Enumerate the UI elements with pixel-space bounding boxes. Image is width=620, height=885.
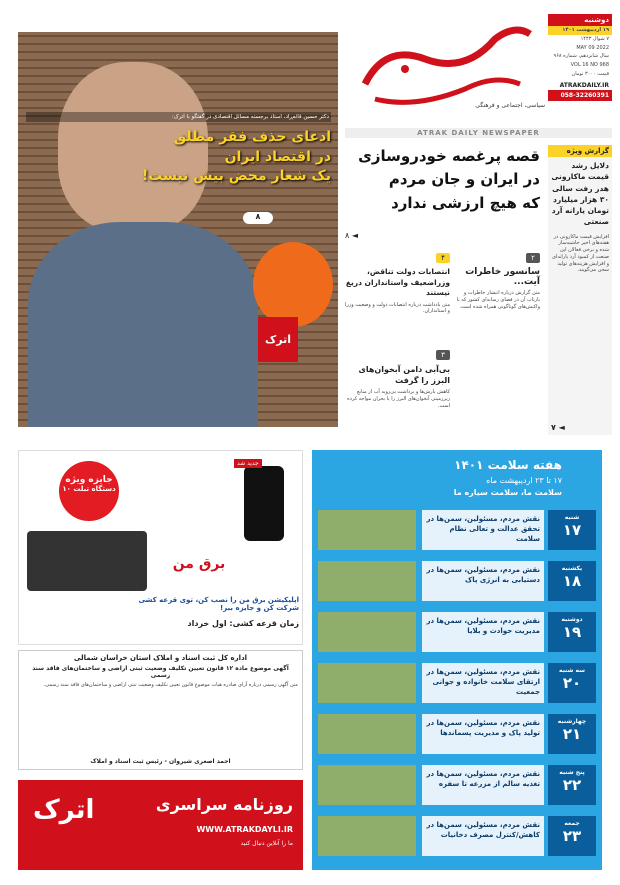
story-number: ۲: [526, 253, 540, 263]
health-day-row: [318, 561, 596, 601]
health-day-image: [318, 612, 416, 652]
notice-body: متن آگهی رسمی درباره آرای صادره هیات موضوع قانون تعیین تکلیف وضعیت ثبتی اراضی و ساختمان‌های فاقد سند رسمی.: [43, 682, 298, 688]
health-day-name: شنبه: [564, 514, 580, 521]
health-day-row: [318, 765, 596, 805]
health-day-row: [318, 816, 596, 856]
atrak-footer-ad[interactable]: [18, 780, 303, 870]
notice-title: اداره کل ثبت اسناد و املاک استان خراسان شمالی: [73, 654, 248, 662]
health-day-number: ۲۳: [562, 827, 582, 845]
health-day-number: ۱۷: [562, 521, 582, 539]
footer-ad-url[interactable]: WWW.ATRAKDAYLI.IR: [196, 825, 293, 834]
masthead-subtitle: سیاسی، اجتماعی و فرهنگی: [475, 102, 545, 109]
notice-subtitle: آگهی موضوع ماده ۱۲ قانون تعیین تکلیف وضعیت ثبتی اراضی و ساختمان‌های فاقد سند رسمی: [32, 665, 289, 679]
story-title: انتصابات دولت تناقض، وزراضعیف واستانداران دریغ نیستند: [345, 267, 450, 297]
story-title: بی‌آبی دامن آبخوان‌های البرز را گرفت: [358, 365, 450, 386]
story-column-2[interactable]: [345, 245, 450, 340]
photo-headline-line: یک شعار محض بیش نیست!: [141, 168, 331, 185]
health-day-badge: [548, 510, 596, 550]
draw-date: زمان قرعه کشی: اول خرداد: [187, 619, 299, 628]
main-story-line: که هیچ ارزشی ندارد: [391, 193, 540, 212]
sidebar-page: ◄ ۷: [551, 423, 565, 432]
health-day-badge: [548, 612, 596, 652]
health-day-badge: [548, 714, 596, 754]
health-day-name: دوشنبه: [561, 616, 583, 623]
health-day-name: جمعه: [564, 820, 580, 827]
health-day-badge: [548, 765, 596, 805]
sidebar-report[interactable]: [548, 145, 612, 435]
prize-badge-prize: ۱۰ دستگاه تبلت: [62, 485, 116, 493]
persian-date: ۱۹ اردیبهشت ۱۴۰۱: [548, 26, 612, 35]
story-title: سانسور خاطرات آیت...: [465, 267, 540, 287]
health-day-image: [318, 663, 416, 703]
health-dates: ۱۷ تا ۲۳ اردیبهشت ماه: [486, 476, 562, 485]
photo-headline[interactable]: [26, 128, 331, 187]
story-body: کاهش بارش‌ها و برداشت بی‌رویه آب از منابع زیرزمینی آبخوان‌های البرز را با بحران مواجه کرده است.: [347, 389, 450, 409]
new-badge: جدید شد: [234, 459, 262, 468]
health-day-number: ۱۹: [562, 623, 582, 641]
health-day-number: ۲۲: [562, 776, 582, 794]
date-box: [548, 14, 612, 124]
health-day-image: [318, 816, 416, 856]
health-day-name: چهارشنبه: [557, 718, 587, 725]
english-tagline: ATRAK DAILY NEWSPAPER: [345, 128, 612, 138]
tablets-image: [27, 531, 147, 591]
sidebar-body: افزایش قیمت ماکارونی در هفته‌های اخیر حاشیه‌ساز شده و برخی فعالان این صنعت از کمبود آرد یارانه‌ای و افزایش هزینه‌های تولید سخن می‌گویند.: [552, 233, 609, 274]
microphone-label: اترک: [258, 317, 298, 362]
health-day-row: [318, 714, 596, 754]
hijri-date: ۷ شوال ۱۴۴۳: [580, 35, 609, 42]
official-notice[interactable]: [18, 650, 303, 770]
main-story-page: ◄ ۸: [345, 231, 358, 240]
health-day-image: [318, 561, 416, 601]
main-story-line: قصه پرغصه خودروسازی: [358, 147, 540, 165]
health-day-text: نقش مردم، مسئولین، سمن‌ها در مدیریت حوادث و بلایا: [422, 612, 544, 652]
ad-slogan: اپلیکیشن برق من را نصب کن، توی قرعه کشی شرکت کن و جایزه ببر!: [138, 596, 299, 612]
microphone-foam: [253, 242, 333, 327]
health-slogan: سلامت ما، سلامت سیاره ما: [453, 488, 562, 497]
masthead: [345, 14, 545, 124]
story-number: ۳: [436, 350, 450, 360]
health-day-badge: [548, 663, 596, 703]
sidebar-page-number: ۷: [551, 423, 556, 432]
issue-en: VOL 16 NO 968: [570, 62, 609, 68]
health-day-badge: [548, 816, 596, 856]
portrait-jacket: [28, 222, 258, 427]
health-day-number: ۲۰: [562, 674, 582, 692]
page-ref[interactable]: [243, 212, 273, 224]
brand-name: برق من: [172, 556, 226, 572]
photo-headline-line: در اقتصاد ایران: [224, 148, 331, 165]
health-title: هفته سلامت ۱۴۰۱: [454, 458, 562, 472]
price: قیمت ۳۰۰۰ تومان: [571, 70, 609, 77]
health-day-number: ۲۱: [562, 725, 582, 743]
issue-fa: سال شانزدهم، شماره ۹۶۸: [553, 53, 609, 60]
health-day-text: نقش مردم، مسئولین، سمن‌ها در کاهش/کنترل مصرف دخانیات: [422, 816, 544, 856]
photo-overline: دکتر حسین قائم‌راد، استاد برجسته مسائل اقتصادی در گفتگو با اترک:: [26, 112, 331, 122]
prize-badge-label: جایزه ویژه: [65, 475, 113, 485]
health-week-panel: [312, 450, 602, 870]
health-day-name: پنج شنبه: [559, 769, 585, 776]
health-day-image: [318, 510, 416, 550]
health-day-name: یکشنبه: [561, 565, 583, 572]
notice-signature: احمد اصغری شیروان - رئیس ثبت اسناد و املاک: [90, 758, 231, 765]
story-body: متن یادداشت درباره انتصابات دولت و وضعیت وزرا و استانداران.: [345, 301, 450, 315]
page-ref-number: ۸: [255, 212, 261, 221]
sidebar-kicker: گزارش ویژه: [548, 145, 612, 157]
health-day-text: نقش مردم، مسئولین، سمن‌ها در تغذیه سالم از مزرعه تا سفره: [422, 765, 544, 805]
main-story-line: در ایران و جان مردم: [388, 170, 540, 189]
health-day-image: [318, 765, 416, 805]
health-day-name: سه شنبه: [558, 667, 586, 674]
health-day-text: نقش مردم، مسئولین، سمن‌ها در ارتقای سلامت خانواده و جوانی جمعیت: [422, 663, 544, 703]
story-number: ۴: [436, 253, 450, 263]
weekday: دوشنبه: [548, 14, 612, 26]
cover-photo: [18, 32, 338, 427]
health-day-text: نقش مردم، مسئولین، سمن‌ها در تحقق عدالت و تعالی نظام سلامت: [422, 510, 544, 550]
health-day-text: نقش مردم، مسئولین، سمن‌ها در دستیابی به انرژی پاک: [422, 561, 544, 601]
phone: 058-32260391: [548, 90, 612, 101]
footer-ad-sub: ما را آنلاین دنبال کنید: [240, 840, 293, 847]
story-column-3[interactable]: [345, 342, 450, 427]
sidebar-title: دلایل رشد قیمت ماکارونی هدر رفت سالی ۳۰ هزار میلیارد تومان یارانه آرد صنعتی: [551, 161, 609, 227]
story-column-1[interactable]: [455, 245, 540, 425]
prize-badge: [59, 461, 119, 521]
health-day-badge: [548, 561, 596, 601]
photo-headline-line: ادعای حذف فقر مطلق: [173, 129, 331, 145]
main-story-page-number: ۸: [345, 231, 350, 240]
barghe-man-ad[interactable]: [18, 450, 303, 645]
greg-date: MAY 09 2022: [576, 44, 609, 51]
story-body: متن گزارش درباره انتشار خاطرات و بازتاب آن در فضای رسانه‌ای کشور که با واکنش‌های گوناگونی همراه شده است.: [456, 290, 540, 310]
health-day-number: ۱۸: [562, 572, 582, 590]
health-day-row: [318, 663, 596, 703]
website[interactable]: ATRAKDAILY.IR: [559, 81, 609, 89]
phone-image: [244, 466, 284, 541]
footer-ad-title: روزنامه سراسری: [155, 795, 293, 814]
footer-ad-logo: اترک: [33, 795, 95, 825]
health-day-row: [318, 612, 596, 652]
health-day-text: نقش مردم، مسئولین، سمن‌ها در تولید پاک و مدیریت پسماندها: [422, 714, 544, 754]
health-day-image: [318, 714, 416, 754]
health-day-row: [318, 510, 596, 550]
main-story[interactable]: [345, 145, 540, 240]
